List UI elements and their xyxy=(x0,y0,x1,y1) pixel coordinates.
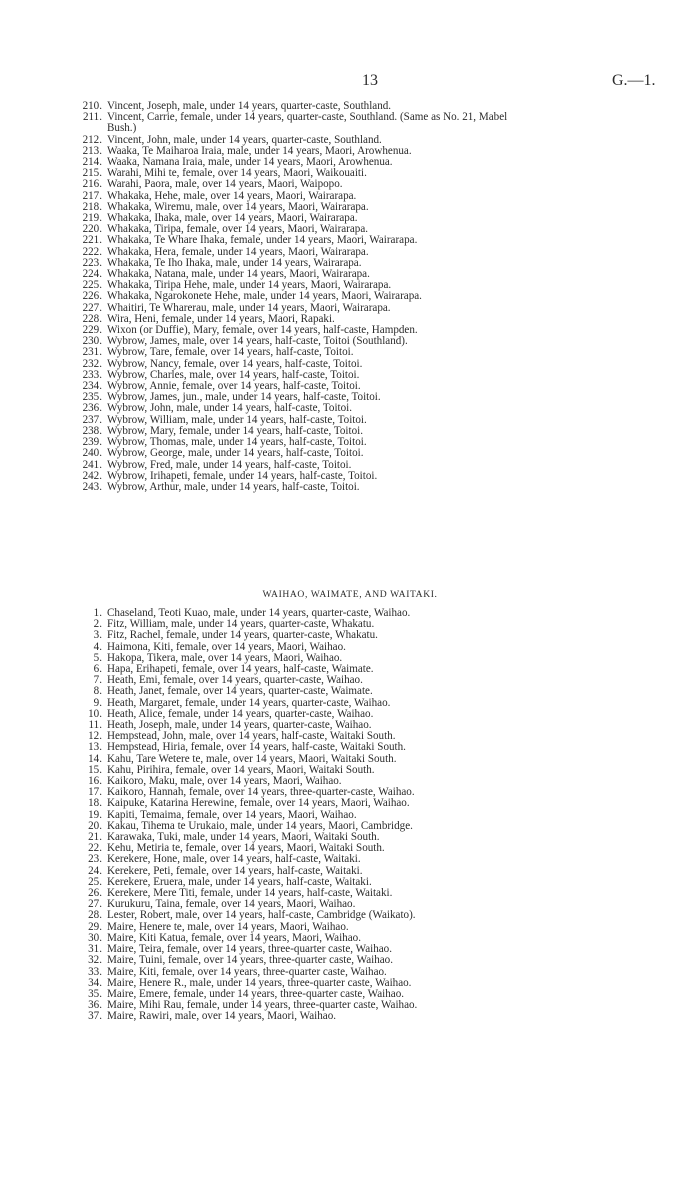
list-item xyxy=(0,955,700,966)
entry-number: 36. xyxy=(88,999,102,1012)
list-item xyxy=(0,303,700,314)
entry-text: Kahu, Tare Wetere te, male, over 14 years, Maori, Waitaki South. xyxy=(107,752,397,765)
section-heading: WAIHAO, WAIMATE, AND WAITAKI. xyxy=(262,589,438,600)
entry-text: Heath, Janet, female, over 14 years, quarter-caste, Waimate. xyxy=(107,685,373,698)
entry-number: 8. xyxy=(93,685,102,698)
entry-number: 228. xyxy=(82,312,102,325)
entry-number: 240. xyxy=(82,447,102,460)
entry-text: Wybrow, James, male, over 14 years, half-caste, Toitoi (Southland). xyxy=(107,335,408,348)
entry-number: 229. xyxy=(82,324,102,337)
entry-number: 241. xyxy=(82,458,102,471)
entry-number: 224. xyxy=(82,268,102,281)
entry-text: Chaseland, Teoti Kuao, male, under 14 years, quarter-caste, Waihao. xyxy=(107,607,411,619)
list-item xyxy=(0,235,700,246)
entry-number: 3. xyxy=(93,629,102,642)
entry-text: Wybrow, Charles, male, over 14 years, half-caste, Toitoi. xyxy=(107,368,360,381)
entry-text: Whakaka, Tiripa, female, over 14 years, Maori, Wairarapa. xyxy=(107,223,369,236)
entry-number: 226. xyxy=(82,290,102,303)
entry-text: Haimona, Kiti, female, over 14 years, Maori, Waihao. xyxy=(107,640,346,653)
entry-number: 9. xyxy=(93,696,102,709)
entry-number: 4. xyxy=(93,640,102,653)
entry-text: Maire, Tuini, female, over 14 years, three-quarter caste, Waihao. xyxy=(107,954,394,967)
entry-number: 234. xyxy=(82,380,102,393)
list-item xyxy=(0,910,700,921)
entry-text: Wybrow, Thomas, male, under 14 years, half-caste, Toitoi. xyxy=(107,436,367,449)
entry-text: Hakopa, Tikera, male, over 14 years, Maori, Waihao. xyxy=(107,651,343,664)
entry-text: Waaka, Namana Iraia, male, under 14 years, Maori, Arowhenua. xyxy=(107,156,393,169)
entry-number: 219. xyxy=(82,212,102,225)
entry-number: 20. xyxy=(88,819,102,832)
entry-text: Wybrow, Annie, female, over 14 years, half-caste, Toitoi. xyxy=(107,380,361,393)
list-item xyxy=(0,448,700,459)
entry-number: 17. xyxy=(88,786,102,799)
entry-number: 19. xyxy=(88,808,102,821)
entry-number: 25. xyxy=(88,875,102,888)
entry-number: 238. xyxy=(82,424,102,437)
entry-text: Maire, Mihi Rau, female, under 14 years, three-quarter caste, Waihao. xyxy=(107,999,418,1012)
entry-number: 12. xyxy=(88,730,102,743)
entry-text: Hempstead, Hiria, female, over 14 years, half-caste, Waitaki South. xyxy=(107,741,406,754)
entry-text: Heath, Joseph, male, under 14 years, quarter-caste, Waihao. xyxy=(107,719,372,732)
entry-text: Whakaka, Hera, female, under 14 years, Maori, Wairarapa. xyxy=(107,245,369,258)
entry-number: 21. xyxy=(88,831,102,844)
entry-text: Fitz, Rachel, female, under 14 years, quarter-caste, Whakatu. xyxy=(107,629,378,642)
entry-number: 220. xyxy=(82,223,102,236)
document-code: G.—1. xyxy=(612,72,656,89)
entry-number: 14. xyxy=(88,752,102,765)
entry-number: 218. xyxy=(82,200,102,213)
entry-text: Wybrow, William, male, under 14 years, half-caste, Toitoi. xyxy=(107,413,367,426)
entry-text: Wybrow, James, jun., male, under 14 years, half-caste, Toitoi. xyxy=(107,391,381,404)
entry-text: Kerekere, Peti, female, over 14 years, half-caste, Waitaki. xyxy=(107,864,363,877)
list-item xyxy=(0,1011,700,1022)
entry-number: 34. xyxy=(88,976,102,989)
entry-text: Heath, Margaret, female, under 14 years, quarter-caste, Waihao. xyxy=(107,696,391,709)
entry-list-waihao xyxy=(0,608,700,1023)
entry-number: 231. xyxy=(82,346,102,359)
entry-number: 221. xyxy=(82,234,102,247)
entry-text: Kehu, Metiria te, female, over 14 years, Maori, Waitaki South. xyxy=(107,842,385,855)
entry-number: 33. xyxy=(88,965,102,978)
list-item xyxy=(0,168,700,179)
entry-text: Wixon (or Duffie), Mary, female, over 14 years, half-caste, Hampden. xyxy=(107,324,418,337)
entry-number: 29. xyxy=(88,920,102,933)
entry-number: 237. xyxy=(82,413,102,426)
list-item xyxy=(0,798,700,809)
entry-text: Whakaka, Hehe, male, over 14 years, Maori, Wairarapa. xyxy=(107,189,357,202)
list-item xyxy=(0,291,700,302)
entry-number: 5. xyxy=(93,651,102,664)
entry-text: Wybrow, George, male, under 14 years, half-caste, Toitoi. xyxy=(107,447,364,460)
list-item xyxy=(0,742,700,753)
entry-text: Warahi, Mihi te, female, over 14 years, Maori, Waikouaiti. xyxy=(107,167,367,180)
entry-number: 35. xyxy=(88,987,102,1000)
entry-number: 1. xyxy=(93,607,102,619)
entry-number: 243. xyxy=(82,480,102,493)
entry-text: Maire, Henere te, male, over 14 years, Maori, Waihao. xyxy=(107,920,349,933)
entry-number: 30. xyxy=(88,931,102,944)
entry-list-southern xyxy=(0,101,700,493)
entry-text: Kaikoro, Maku, male, over 14 years, Maori, Waihao. xyxy=(107,775,342,788)
entry-number: 212. xyxy=(82,133,102,146)
entry-number: 18. xyxy=(88,797,102,810)
entry-number: 23. xyxy=(88,853,102,866)
page-header xyxy=(0,72,700,90)
entry-text: Vincent, Carrie, female, under 14 years, quarter-caste, Southland. (Same as No. 21, Mabel xyxy=(107,111,508,124)
entry-number: 233. xyxy=(82,368,102,381)
entry-number: 213. xyxy=(82,144,102,157)
entry-number: 217. xyxy=(82,189,102,202)
list-item xyxy=(0,854,700,865)
entry-number: 232. xyxy=(82,357,102,370)
page-number: 13 xyxy=(362,72,378,89)
entry-text: Heath, Alice, female, under 14 years, quarter-caste, Waihao. xyxy=(107,707,374,720)
entry-text: Lester, Robert, male, over 14 years, half-caste, Cambridge (Waikato). xyxy=(107,909,416,922)
entry-text: Kaipuke, Katarina Herewine, female, over 14 years, Maori, Waihao. xyxy=(107,797,410,810)
entry-text: Karawaka, Tuki, male, under 14 years, Maori, Waitaki South. xyxy=(107,831,380,844)
list-item xyxy=(0,686,700,697)
entry-number: 222. xyxy=(82,245,102,258)
entry-number: 24. xyxy=(88,864,102,877)
entry-number: 223. xyxy=(82,256,102,269)
entry-text: Wybrow, Nancy, female, over 14 years, half-caste, Toitoi. xyxy=(107,357,363,370)
entry-number: 15. xyxy=(88,763,102,776)
entry-number: 6. xyxy=(93,663,102,676)
entry-text: Vincent, John, male, under 14 years, quarter-caste, Southland. xyxy=(107,133,382,146)
entry-text: Maire, Kiti Katua, female, over 14 years, Maori, Waihao. xyxy=(107,931,361,944)
entry-number: 26. xyxy=(88,887,102,900)
entry-number: 7. xyxy=(93,674,102,687)
entry-text: Vincent, Joseph, male, under 14 years, quarter-caste, Southland. xyxy=(107,100,392,112)
entry-number: 28. xyxy=(88,909,102,922)
entry-text: Wira, Heni, female, under 14 years, Maori, Rapaki. xyxy=(107,312,335,325)
entry-text: Wybrow, Arthur, male, under 14 years, half-caste, Toitoi. xyxy=(107,480,360,493)
entry-number: 27. xyxy=(88,898,102,911)
entry-number: 227. xyxy=(82,301,102,314)
entry-text: Maire, Emere, female, under 14 years, three-quarter caste, Waihao. xyxy=(107,987,405,1000)
entry-text: Whakaka, Tiripa Hehe, male, under 14 years, Maori, Wairarapa. xyxy=(107,279,392,292)
entry-number: 11. xyxy=(88,719,102,732)
entry-text: Whakaka, Natana, male, under 14 years, Maori, Wairarapa. xyxy=(107,268,370,281)
entry-number: 31. xyxy=(88,943,102,956)
entry-text: Hapa, Erihapeti, female, over 14 years, half-caste, Waimate. xyxy=(107,663,374,676)
entry-text: Whaitiri, Te Wharerau, male, under 14 years, Maori, Wairarapa. xyxy=(107,301,391,314)
entry-number: 239. xyxy=(82,436,102,449)
entry-number: 2. xyxy=(93,618,102,631)
entry-text: Heath, Emi, female, over 14 years, quarter-caste, Waihao. xyxy=(107,674,363,687)
entry-text: Kaikoro, Hannah, female, over 14 years, three-quarter-caste, Waihao. xyxy=(107,786,415,799)
entry-number: 225. xyxy=(82,279,102,292)
list-item xyxy=(0,765,700,776)
entry-number: 235. xyxy=(82,391,102,404)
list-item xyxy=(0,179,700,190)
entry-text: Kakau, Tihema te Urukaio, male, under 14 years, Maori, Cambridge. xyxy=(107,819,413,832)
entry-continuation: Bush.) xyxy=(107,122,137,135)
entry-number: 22. xyxy=(88,842,102,855)
entry-number: 215. xyxy=(82,167,102,180)
entry-text: Maire, Henere R., male, under 14 years, three-quarter caste, Waihao. xyxy=(107,976,412,989)
entry-number: 211. xyxy=(82,111,102,124)
list-item xyxy=(0,403,700,414)
entry-text: Whakaka, Ihaka, male, over 14 years, Maori, Wairarapa. xyxy=(107,212,358,225)
entry-number: 210. xyxy=(82,100,102,112)
entry-number: 16. xyxy=(88,775,102,788)
entry-text: Kerekere, Hone, male, over 14 years, half-caste, Waitaki. xyxy=(107,853,361,866)
entry-text: Kurukuru, Taina, female, over 14 years, Maori, Waihao. xyxy=(107,898,356,911)
entry-text: Maire, Teira, female, over 14 years, three-quarter caste, Waihao. xyxy=(107,943,392,956)
entry-number: 214. xyxy=(82,156,102,169)
list-item xyxy=(0,482,700,493)
entry-number: 242. xyxy=(82,469,102,482)
list-item xyxy=(0,1000,700,1011)
entry-text: Whakaka, Ngarokonete Hehe, male, under 14 years, Maori, Wairarapa. xyxy=(107,290,422,303)
entry-number: 236. xyxy=(82,402,102,415)
entry-text: Whakaka, Te Iho Ihaka, male, under 14 years, Wairarapa. xyxy=(107,256,362,269)
entry-number: 216. xyxy=(82,178,102,191)
entry-number: 32. xyxy=(88,954,102,967)
entry-text: Wybrow, Irihapeti, female, under 14 years, half-caste, Toitoi. xyxy=(107,469,378,482)
entry-text: Wybrow, Tare, female, over 14 years, half-caste, Toitoi. xyxy=(107,346,354,359)
entry-text: Kahu, Pirihira, female, over 14 years, Maori, Waitaki South. xyxy=(107,763,375,776)
list-item xyxy=(0,642,700,653)
entry-number: 10. xyxy=(88,707,102,720)
entry-text: Warahi, Paora, male, over 14 years, Maori, Waipopo. xyxy=(107,178,343,191)
entry-number: 13. xyxy=(88,741,102,754)
entry-number: 37. xyxy=(88,1010,102,1023)
entry-text: Wybrow, John, male, under 14 years, half-caste, Toitoi. xyxy=(107,402,353,415)
list-item xyxy=(0,347,700,358)
entry-text: Maire, Rawiri, male, over 14 years, Maori, Waihao. xyxy=(107,1010,337,1023)
entry-text: Waaka, Te Maiharoa Iraia, male, under 14 years, Maori, Arowhenua. xyxy=(107,144,412,157)
list-item xyxy=(0,112,700,123)
entry-text: Maire, Kiti, female, over 14 years, three-quarter caste, Waihao. xyxy=(107,965,387,978)
list-item xyxy=(0,630,700,641)
entry-text: Hempstead, John, male, over 14 years, half-caste, Waitaki South. xyxy=(107,730,396,743)
entry-text: Kerekere, Eruera, male, under 14 years, half-caste, Waitaki. xyxy=(107,875,372,888)
entry-text: Whakaka, Wiremu, male, over 14 years, Maori, Wairarapa. xyxy=(107,200,369,213)
entry-text: Kerekere, Mere Titi, female, under 14 years, half-caste, Waitaki. xyxy=(107,887,393,900)
entry-number: 230. xyxy=(82,335,102,348)
entry-text: Kapiti, Temaima, female, over 14 years, Maori, Waihao. xyxy=(107,808,357,821)
entry-text: Fitz, William, male, under 14 years, quarter-caste, Whakatu. xyxy=(107,618,375,631)
entry-text: Wybrow, Mary, female, under 14 years, half-caste, Toitoi. xyxy=(107,424,363,437)
entry-text: Whakaka, Te Whare Ihaka, female, under 14 years, Maori, Wairarapa. xyxy=(107,234,418,247)
entry-text: Wybrow, Fred, male, under 14 years, half-caste, Toitoi. xyxy=(107,458,352,471)
